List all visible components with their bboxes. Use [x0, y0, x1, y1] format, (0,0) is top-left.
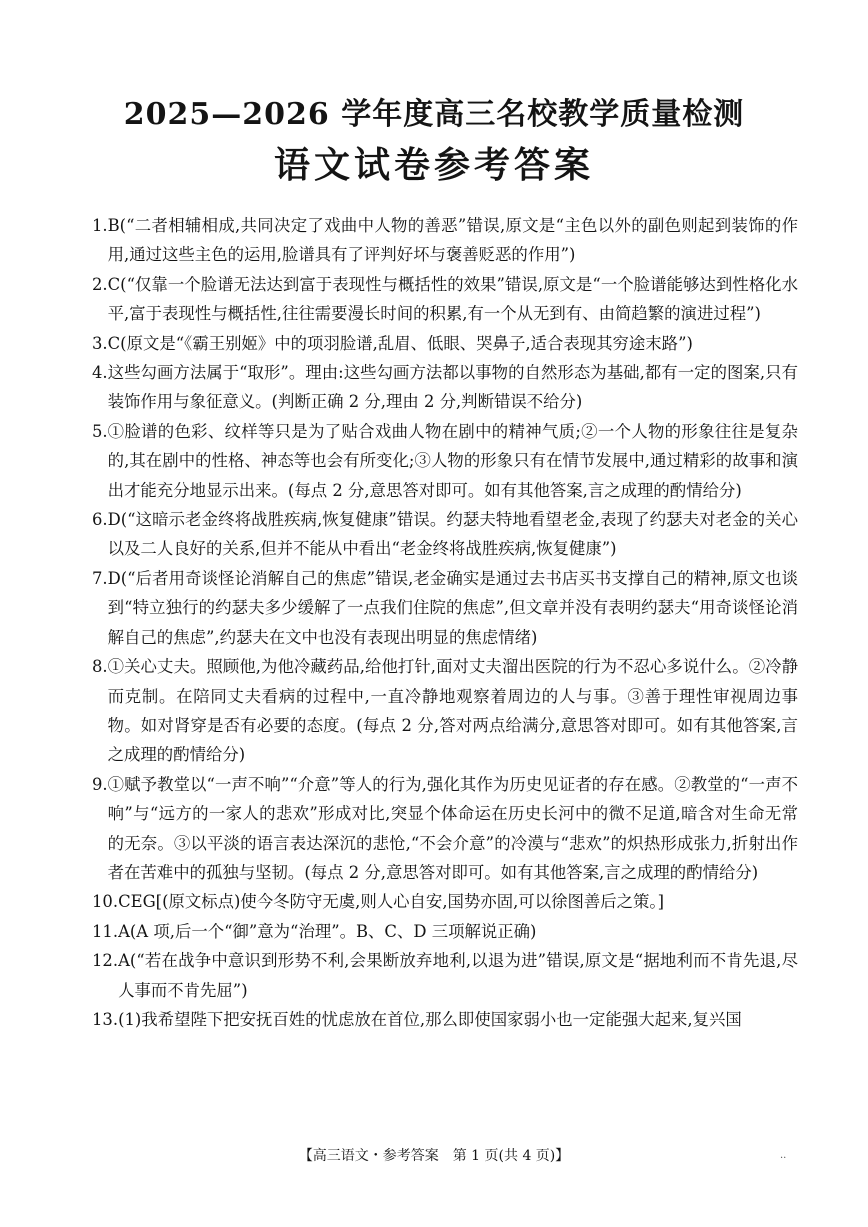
answer-text: D(“后者用奇谈怪论消解自己的焦虑”错误,老金确实是通过去书店买书支撑自己的精神,原文也谈到“特立独行的约瑟夫多少缓解了一点我们住院的焦虑”,但文章并没有表明约瑟夫“用奇谈怪论消解自己的焦虑”,约瑟夫在文中也没有表现出明显的焦虑情绪): [107, 568, 798, 647]
answer-number: 12.: [92, 951, 119, 971]
answer-list: [92, 211, 798, 1034]
answer-number: 2.: [92, 274, 108, 294]
answer-item-3: [92, 329, 798, 358]
answer-item-13: [92, 1005, 798, 1034]
answer-text: 这些勾画方法属于“取形”。理由:这些勾画方法都以事物的自然形态为基础,都有一定的图案,只有装饰作用与象征意义。(判断正确 2 分,理由 2 分,判断错误不给分): [107, 363, 798, 412]
answer-number: 9.: [92, 774, 108, 794]
answer-text: ①赋予教堂以“一声不响”“介意”等人的行为,强化其作为历史见证者的存在感。②教堂的“一声不响”与“远方的一家人的悲欢”形成对比,突显个体命运在历史长河中的微不足道,暗含对生命无常的无奈。③以平淡的语言表达深沉的悲怆,“不会介意”的冷漠与“悲欢”的炽热形成张力,折射出作者在苦难中的孤独与坚韧。(每点 2 分,意思答对即可。如有其他答案,言之成理的酌情给分): [107, 774, 798, 882]
answer-text: ①脸谱的色彩、纹样等只是为了贴合戏曲人物在剧中的精神气质;②一个人物的形象往往是复杂的,其在剧中的性格、神态等也会有所变化;③人物的形象只有在情节发展中,通过精彩的故事和演出才能充分地显示出来。(每点 2 分,意思答对即可。如有其他答案,言之成理的酌情给分): [107, 421, 798, 500]
answer-item-2: [92, 270, 798, 329]
page-subtitle: 语文试卷参考答案: [273, 144, 594, 186]
answer-item-8: [92, 652, 798, 770]
answer-text: D(“这暗示老金终将战胜疾病,恢复健康”错误。约瑟夫特地看望老金,表现了约瑟夫对老金的关心以及二人良好的关系,但并不能从中看出“老金终将战胜疾病,恢复健康”): [107, 510, 798, 559]
corner-mark: ..: [780, 1150, 787, 1161]
answer-number: 3.: [92, 333, 108, 353]
answer-item-11: [92, 917, 798, 946]
answer-number: 6.: [92, 510, 108, 530]
page-footer: 【高三语文・参考答案 第 1 页(共 4 页)】: [298, 1148, 570, 1164]
answer-text: A(A 项,后一个“御”意为“治理”。B、C、D 三项解说正确): [118, 921, 537, 941]
answer-item-5: [92, 417, 798, 505]
answer-item-7: [92, 564, 798, 652]
answer-item-1: [92, 211, 798, 270]
answer-number: 5.: [92, 421, 108, 441]
answer-text: C(“仅靠一个脸谱无法达到富于表现性与概括性的效果”错误,原文是“一个脸谱能够达到性格化水平,富于表现性与概括性,往往需要漫长时间的积累,有一个从无到有、由简趋繁的演进过程”): [107, 274, 798, 324]
answer-item-9: [92, 770, 798, 888]
answer-text: (1)我希望陛下把安抚百姓的忧虑放在首位,那么即使国家弱小也一定能强大起来,复兴国: [118, 1009, 742, 1029]
answer-item-10: [92, 887, 798, 916]
answer-text: C(原文是“《霸王别姬》中的项羽脸谱,乱眉、低眼、哭鼻子,适合表现其穷途末路”): [107, 333, 693, 353]
answer-number: 8.: [92, 657, 108, 677]
answer-text: B(“二者相辅相成,共同决定了戏曲中人物的善恶”错误,原文是“主色以外的副色则起到装饰的作用,通过这些主色的运用,脸谱具有了评判好坏与褒善贬恶的作用”): [107, 216, 798, 265]
answer-number: 7.: [92, 568, 108, 588]
answer-item-6: [92, 505, 798, 564]
answer-text: CEG[(原文标点)使今冬防守无虞,则人心自安,国势亦固,可以徐图善后之策。]: [118, 892, 665, 912]
page-title: 2025—2026 学年度高三名校教学质量检测: [123, 97, 745, 132]
answer-item-12: [92, 946, 798, 1005]
answer-number: 13.: [92, 1009, 119, 1029]
answer-number: 4.: [92, 363, 108, 383]
answer-text: ①关心丈夫。照顾他,为他冷藏药品,给他打针,面对丈夫溜出医院的行为不忍心多说什么。②冷静而克制。在陪同丈夫看病的过程中,一直冷静地观察着周边的人与事。③善于理性审视周边事物。如对肾穿是否有必要的态度。(每点 2 分,答对两点给满分,意思答对即可。如有其他答案,言之成理的酌情给分): [107, 657, 798, 765]
answer-item-4: [92, 358, 798, 417]
answer-text: A(“若在战争中意识到形势不利,会果断放弃地利,以退为进”错误,原文是“据地利而不肯先退,尽人事而不肯先屈”): [118, 951, 798, 1000]
answer-number: 10.: [92, 892, 119, 912]
answer-number: 1.: [92, 216, 108, 235]
answer-number: 11.: [92, 921, 119, 941]
